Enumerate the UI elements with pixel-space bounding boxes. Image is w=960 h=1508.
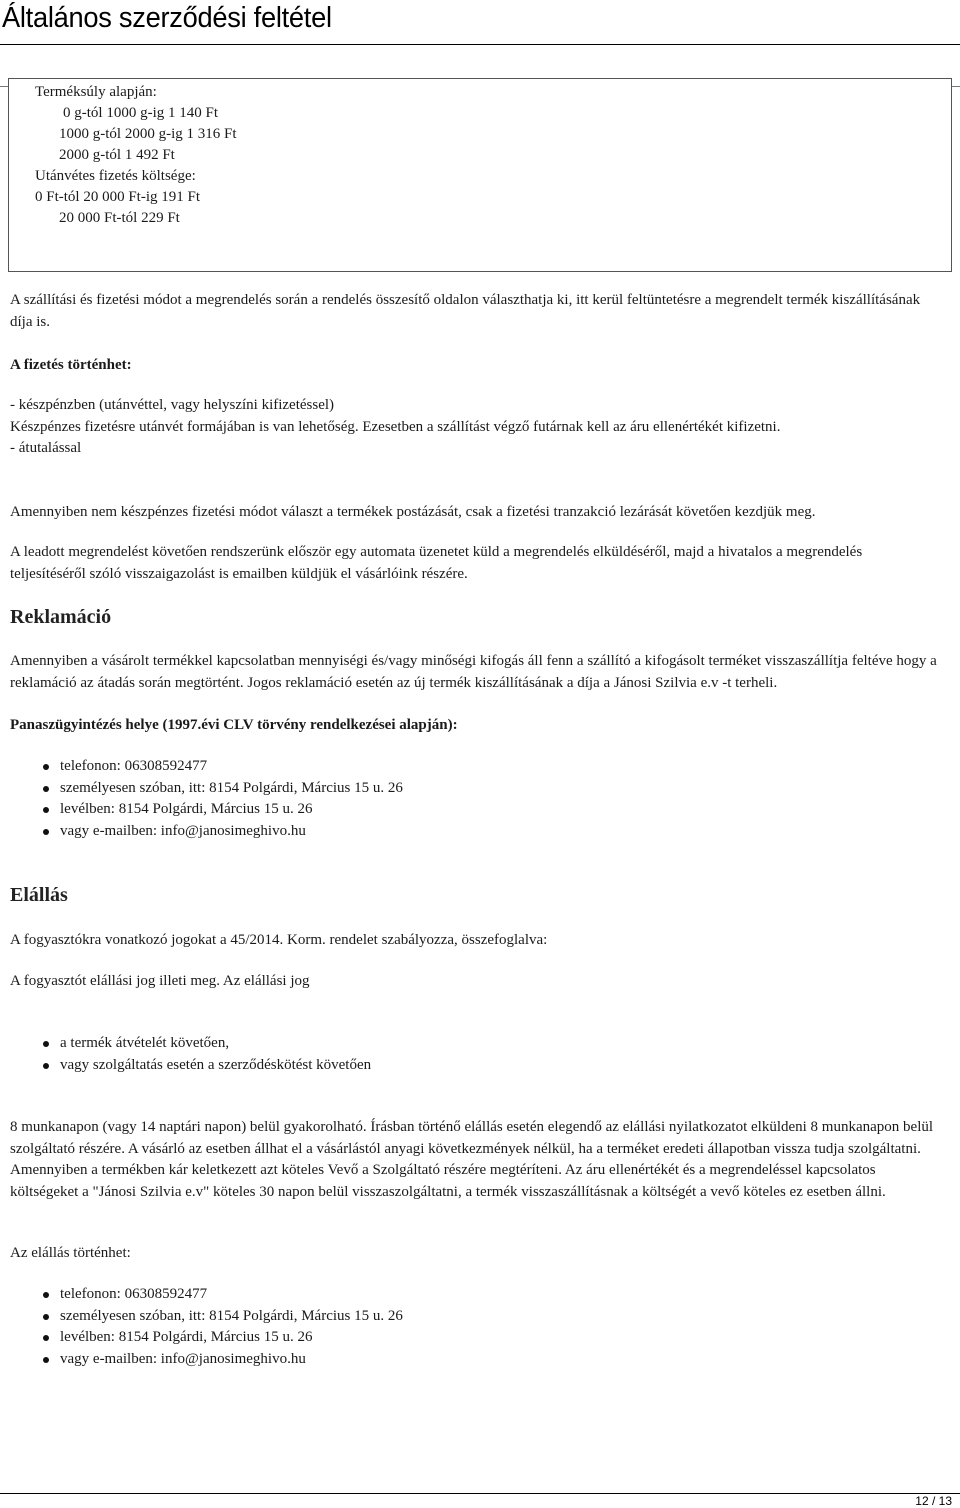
payment-methods [10,395,940,460]
shipping-cost-list [35,82,237,229]
complaint-contact-list [10,756,403,842]
withdrawal-methods-list [10,1284,403,1370]
list-item: a termék átvételét követően, [10,1033,371,1055]
weight-row: 1000 g-tól 2000 g-ig 1 316 Ft [59,126,237,142]
cod-heading: Utánvétes fizetés költsége: [35,168,196,184]
header-divider [0,44,960,45]
shipping-cost-table [8,78,952,272]
withdrawal-conditions-list [10,1033,371,1076]
table-tick-left [0,86,8,87]
weight-row: 2000 g-tól 1 492 Ft [59,147,175,163]
weight-row: 0 g-tól 1000 g-ig 1 140 Ft [63,105,219,121]
cash-line: - készpénzben (utánvéttel, vagy helyszíni kifizetéssel) [10,397,335,413]
list-item: személyesen szóban, itt: 8154 Polgárdi, Március 15 u. 26 [10,778,403,800]
cash-detail: Készpénzes fizetésre utánvét formájában is van lehetőség. Ezesetben a szállítást végző futárnak kell az áru ellenértékét kifizetni. [10,418,781,435]
confirmation-paragraph: A leadott megrendelést követően rendszerünk először egy automata üzenetet küld a megrendelés elküldéséről, majd a hivatalos a megrendelés teljesítéséről szóló visszaigazolást is emailben küldjük el vásárlóink részére. [10,544,863,582]
cod-row: 20 000 Ft-tól 229 Ft [59,210,180,226]
list-item: telefonon: 06308592477 [10,756,403,778]
list-item: vagy szolgáltatás esetén a szerződéskötést követően [10,1055,371,1077]
weight-heading: Terméksúly alapján: [35,84,157,100]
withdrawal-terms-paragraph: 8 munkanapon (vagy 14 naptári napon) belül gyakorolható. Írásban történő elállás esetén elegendő az elállási nyilatkozatot elküldeni 8 munkanapon belül szolgáltató részére. A vásárló az esetben állhat el a vásárlástól anyagi következmények nélkül, ha a terméket eredeti állapotban vissza tudja szolgáltatni. Amennyiben a termékben kár keletkezett azt köteles Vevő a Szolgáltató részére megtéríteni. Az áru ellenértékét és a megrendeléssel kapcsolatos költségeket a "Jánosi Szilvia e.v" köteles 30 napon belül visszaszolgáltatni, a termék visszaszállításnak a költségét a vevő köteles ez esetben állni. [10,1119,934,1200]
shipping-paragraph: A szállítási és fizetési módot a megrendelés során a rendelés összesítő oldalon választhatja ki, itt kerül feltüntetésre a megrendelt termék kiszállításának díja is. [10,292,921,330]
cod-row: 0 Ft-tól 20 000 Ft-ig 191 Ft [35,189,201,205]
page-title: Általános szerződési feltétel [2,2,332,34]
withdrawal-intro: A fogyasztókra vonatkozó jogokat a 45/2014. Korm. rendelet szabályozza, összefoglalva: [10,932,548,948]
list-item: vagy e-mailben: info@janosimeghivo.hu [10,1349,403,1371]
complaint-heading: Reklamáció [10,606,112,628]
list-item: levélben: 8154 Polgárdi, Március 15 u. 26 [10,1327,403,1349]
complaint-handling-heading: Panaszügyintézés helye (1997.évi CLV törvény rendelkezései alapján): [10,717,458,733]
withdrawal-right-line: A fogyasztót elállási jog illeti meg. Az elállási jog [10,973,310,989]
footer-divider [0,1493,960,1494]
list-item: vagy e-mailben: info@janosimeghivo.hu [10,821,403,843]
table-tick-right [952,86,960,87]
withdrawal-heading: Elállás [10,884,68,906]
withdrawal-methods-heading: Az elállás történhet: [10,1245,131,1261]
page-number: 12 / 13 [915,1494,952,1508]
complaint-paragraph: Amennyiben a vásárolt termékkel kapcsolatban mennyiségi és/vagy minőségi kifogás áll fenn a szállító a kifogásolt terméket visszaszállítja feltéve hogy a reklamáció az átadás során megtörtént. Jogos reklamáció esetén az új termék kiszállításának a díja a Jánosi Szilvia e.v -t terheli. [10,653,937,691]
list-item: személyesen szóban, itt: 8154 Polgárdi, Március 15 u. 26 [10,1306,403,1328]
page-header [0,0,960,44]
noncash-paragraph: Amennyiben nem készpénzes fizetési módot választ a termékek postázását, csak a fizetési tranzakció lezárását követően kezdjük meg. [10,504,816,520]
list-item: levélben: 8154 Polgárdi, Március 15 u. 26 [10,799,403,821]
transfer-line: - átutalással [10,440,82,456]
payment-heading: A fizetés történhet: [10,357,132,373]
list-item: telefonon: 06308592477 [10,1284,403,1306]
